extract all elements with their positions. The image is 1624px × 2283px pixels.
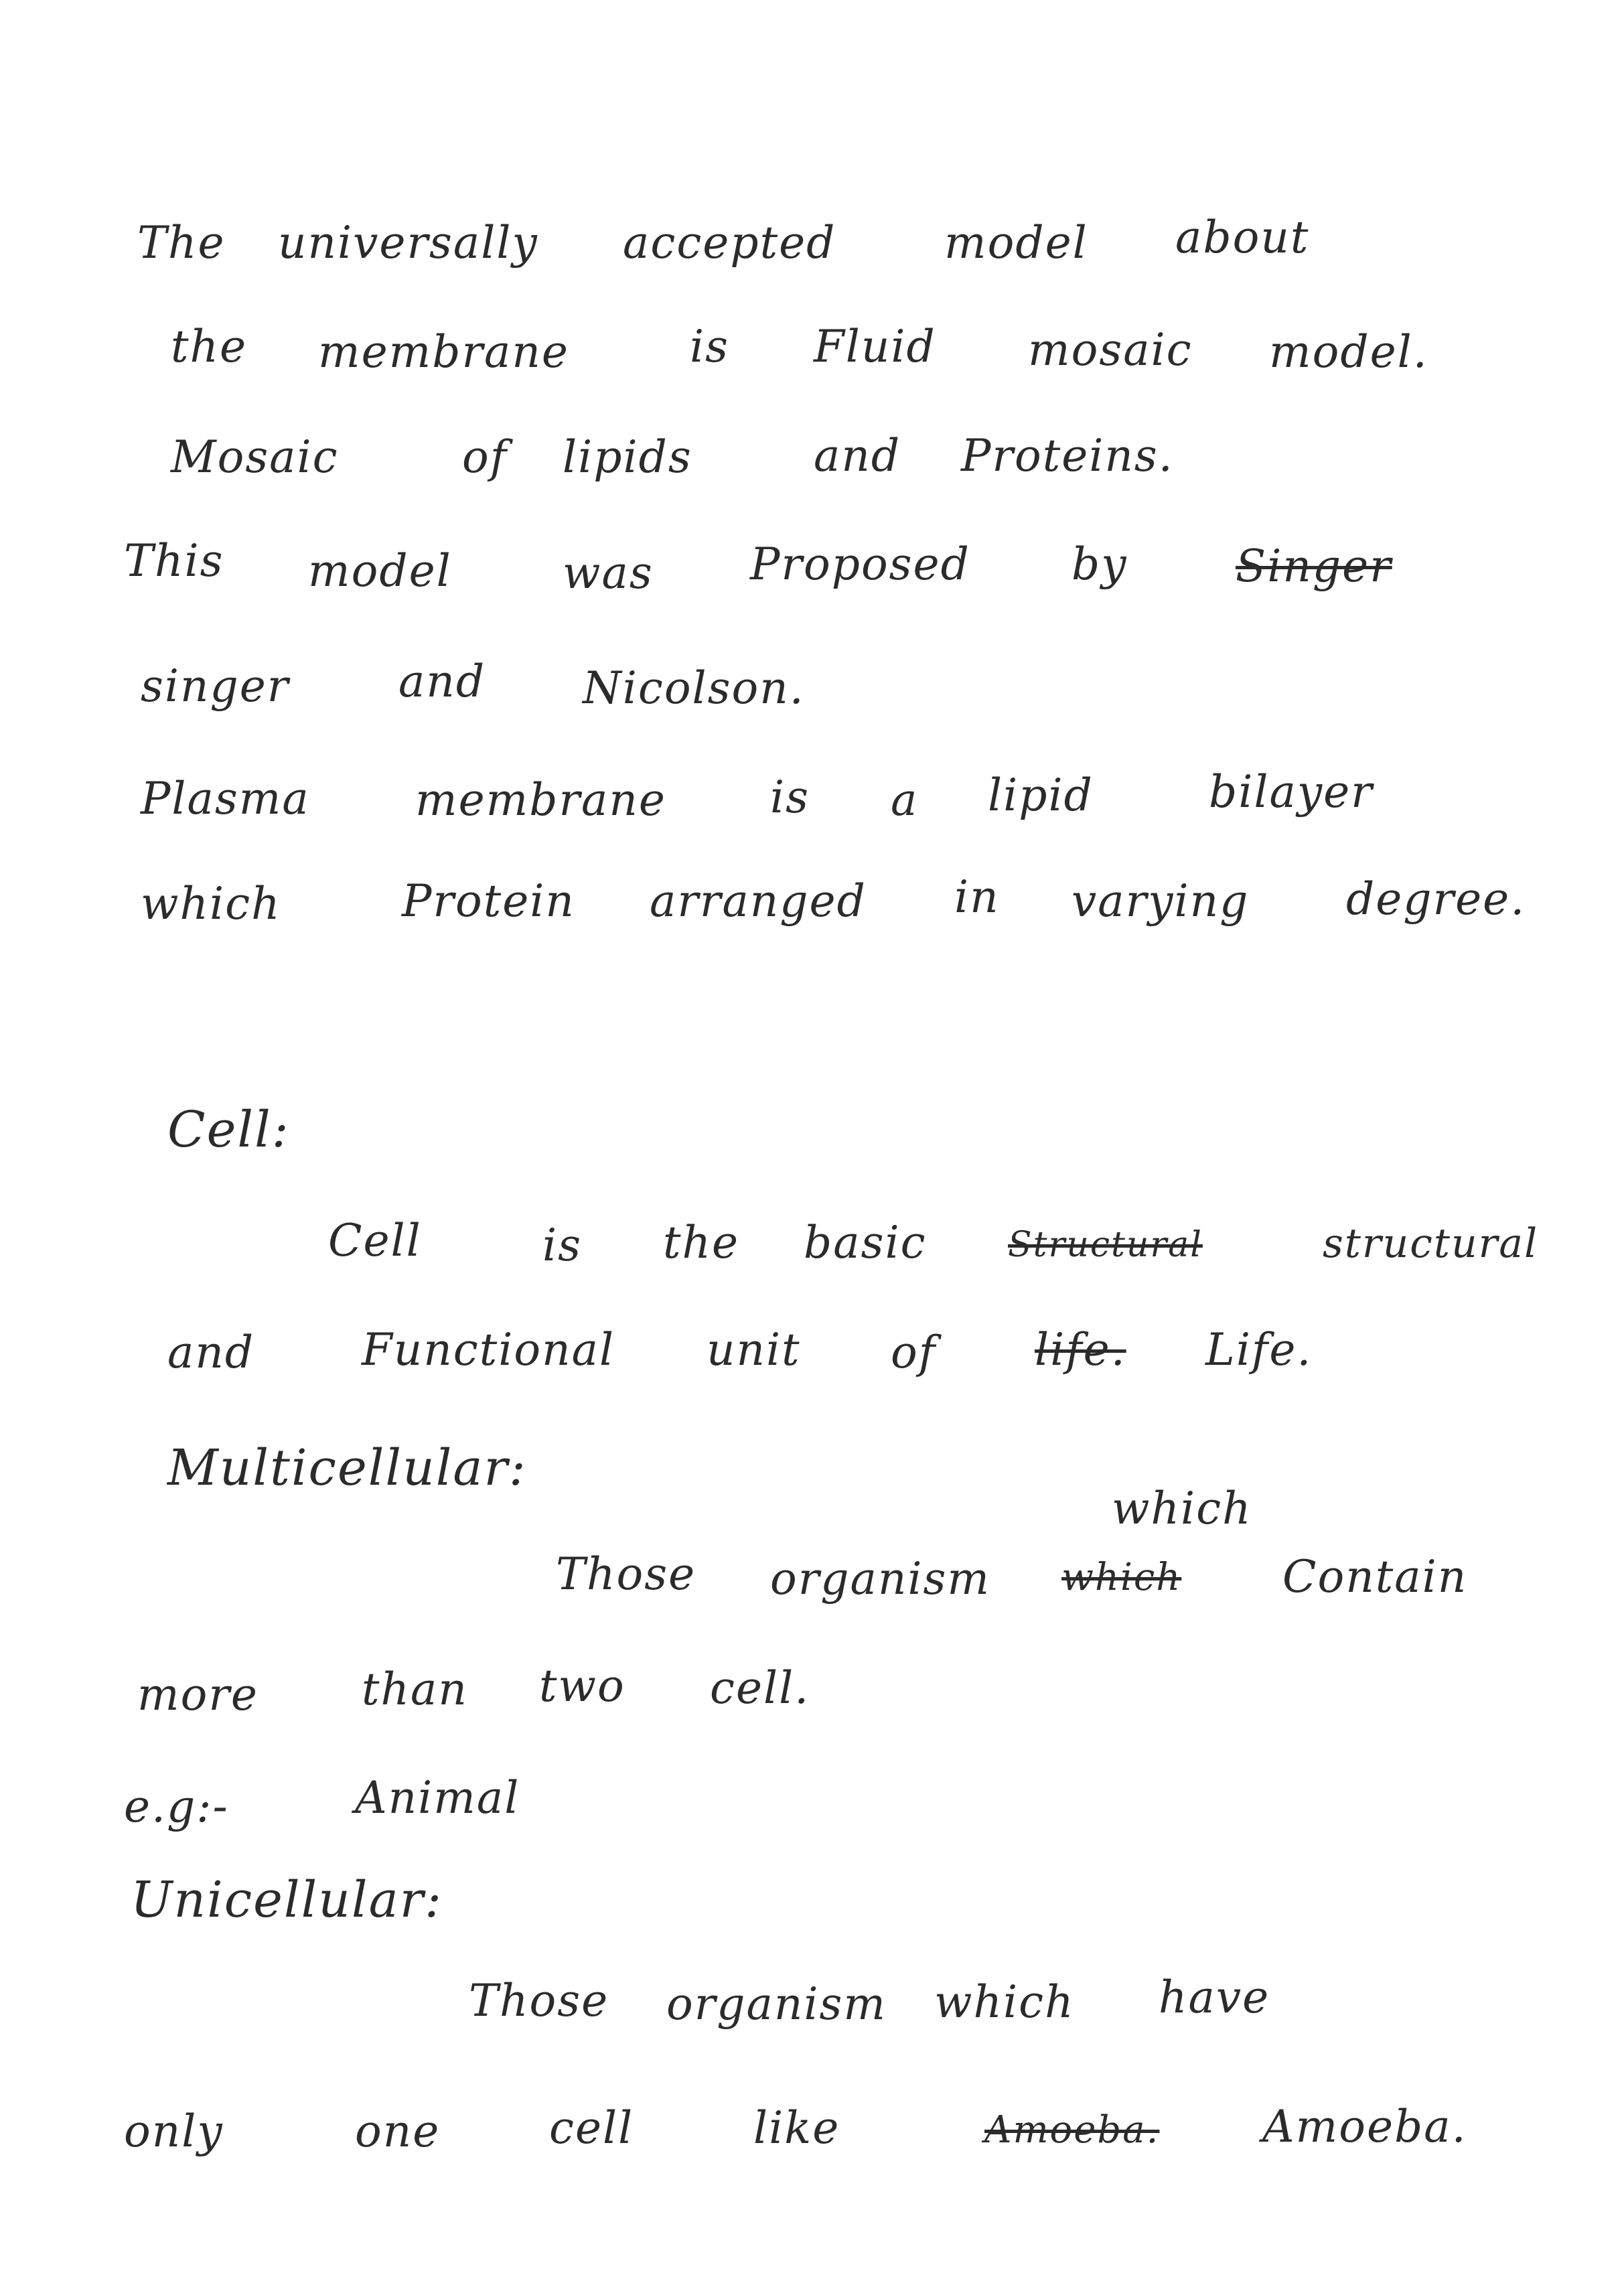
word: have xyxy=(1159,1972,1270,2023)
struck-word: life. xyxy=(1035,1324,1126,1376)
word: lipid xyxy=(988,769,1094,821)
word: two xyxy=(539,1660,625,1712)
heading-unicellular xyxy=(0,1865,1624,1945)
word: and xyxy=(814,430,901,482)
word: Mosaic xyxy=(171,431,339,483)
word: and xyxy=(167,1327,255,1378)
text-line-2 xyxy=(0,311,1624,392)
text-line-13 xyxy=(0,1540,1624,1621)
struck-word: Amoeba. xyxy=(984,2108,1160,2152)
word: unit xyxy=(707,1324,801,1376)
word: arranged xyxy=(650,875,867,927)
word: e.g:- xyxy=(124,1781,229,1832)
word: which xyxy=(141,878,281,930)
word: of xyxy=(891,1327,937,1378)
word: Nicolson. xyxy=(583,662,805,714)
word: Amoeba. xyxy=(1262,2101,1467,2152)
word: is xyxy=(770,771,810,823)
word: bilayer xyxy=(1209,766,1374,818)
text-line-18 xyxy=(0,2093,1624,2173)
word: mosaic xyxy=(1028,324,1193,376)
word: in xyxy=(954,871,1000,923)
heading-text: Cell: xyxy=(167,1101,290,1159)
word: membrane xyxy=(415,774,666,826)
word: the xyxy=(663,1217,740,1268)
heading-text: Unicellular: xyxy=(131,1871,443,1929)
word: model xyxy=(944,217,1088,269)
word: a xyxy=(891,774,919,826)
word: is xyxy=(542,1220,582,1271)
word: organism xyxy=(666,1978,887,2030)
word: Plasma xyxy=(141,773,310,824)
word: organism xyxy=(770,1553,990,1605)
text-line-17 xyxy=(0,1966,1624,2046)
word: Those xyxy=(469,1975,609,2027)
word: about xyxy=(1175,212,1310,263)
word: Life. xyxy=(1205,1324,1313,1376)
text-line-5 xyxy=(0,650,1624,730)
text-line-9 xyxy=(0,1209,1624,1289)
text-line-1 xyxy=(0,208,1624,288)
text-line-7 xyxy=(0,867,1624,948)
word: the xyxy=(171,321,248,372)
word: Those xyxy=(556,1548,696,1600)
word: cell xyxy=(549,2102,634,2154)
word: was xyxy=(563,547,654,599)
word: The xyxy=(137,217,226,269)
heading-text: Multicellular: xyxy=(167,1439,527,1497)
text-line-4 xyxy=(0,532,1624,613)
word: singer xyxy=(141,660,290,712)
word: universally xyxy=(278,217,538,269)
text-line-14 xyxy=(0,1654,1624,1735)
word: Cell xyxy=(328,1215,422,1266)
word: and xyxy=(398,656,486,707)
text-line-15 xyxy=(0,1768,1624,1848)
word: which xyxy=(934,1976,1075,2028)
word: accepted xyxy=(623,217,836,269)
word: basic xyxy=(804,1217,927,1268)
word: lipids xyxy=(563,431,692,483)
word: varying xyxy=(1072,875,1250,927)
struck-word: which xyxy=(1061,1556,1182,1599)
word: structural xyxy=(1323,1220,1539,1267)
text-line-3 xyxy=(0,422,1624,502)
word: Functional xyxy=(362,1324,615,1376)
word: This xyxy=(124,535,224,587)
text-line-6 xyxy=(0,763,1624,844)
word: Animal xyxy=(355,1772,520,1824)
word: Contain xyxy=(1282,1551,1468,1603)
heading-cell xyxy=(0,1098,1624,1179)
word: Proteins. xyxy=(961,430,1174,482)
word: more xyxy=(137,1669,259,1720)
struck-word: Structural xyxy=(1008,1225,1203,1265)
struck-word: Singer xyxy=(1236,540,1392,592)
word: degree. xyxy=(1346,873,1526,925)
word: cell. xyxy=(710,1662,810,1714)
word: of xyxy=(462,431,508,483)
word: model. xyxy=(1269,326,1428,378)
word: Protein xyxy=(402,875,575,927)
text-line-10 xyxy=(0,1316,1624,1396)
word: Fluid xyxy=(814,321,936,372)
word: is xyxy=(690,321,729,372)
word: model xyxy=(308,545,452,597)
word: by xyxy=(1072,538,1128,590)
word: than xyxy=(362,1664,468,1715)
word: one xyxy=(355,2106,441,2157)
word: membrane xyxy=(318,326,569,378)
word: only xyxy=(124,2106,224,2157)
word: like xyxy=(753,2102,840,2154)
word: Proposed xyxy=(750,538,970,590)
inserted-word: which xyxy=(1112,1483,1252,1534)
